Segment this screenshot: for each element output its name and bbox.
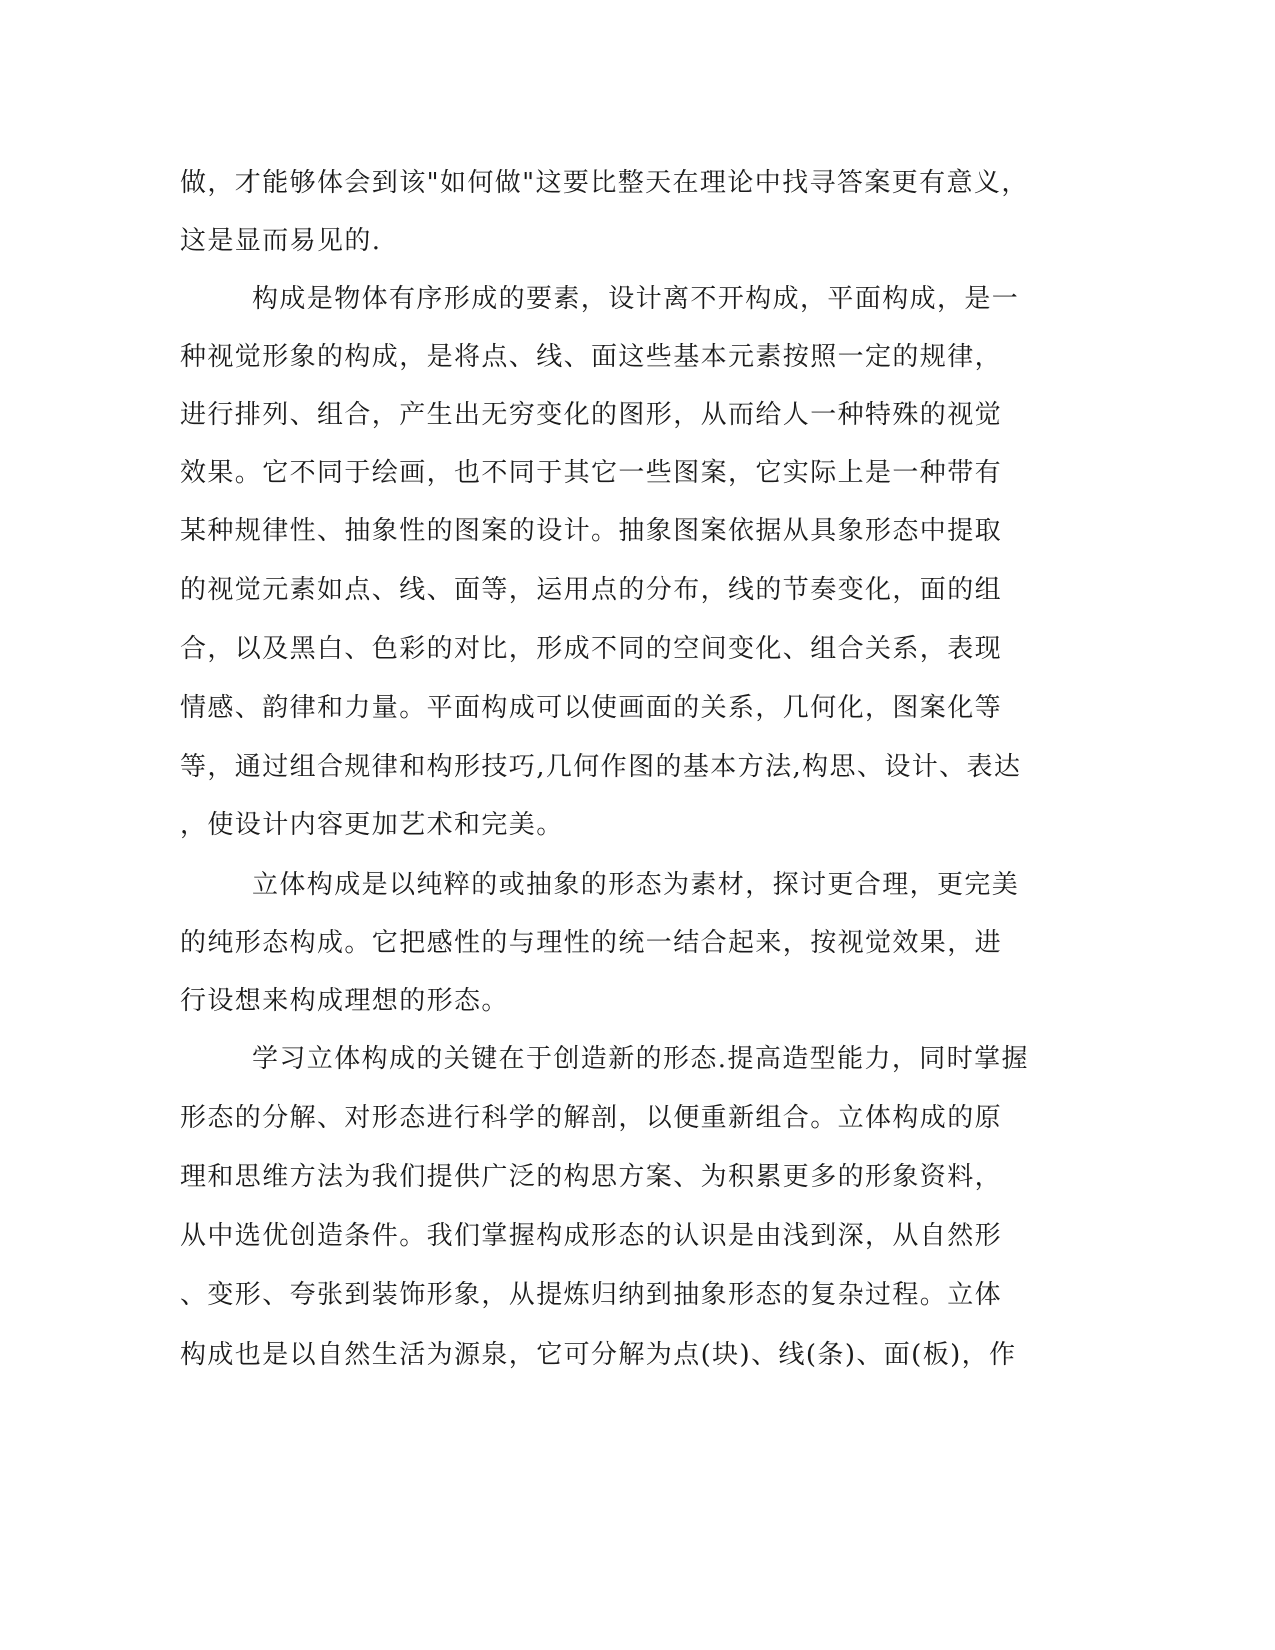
paragraph-first-line: 学习立体构成的关键在于创造新的形态.提高造型能力，同时掌握 — [252, 1044, 1029, 1074]
text-line: 从中选优创造条件。我们掌握构成形态的认识是由浅到深，从自然形 — [180, 1221, 1003, 1251]
text-line: 的视觉元素如点、线、面等，运用点的分布，线的节奏变化，面的组 — [180, 575, 1003, 605]
text-line: 、变形、夸张到装饰形象，从提炼归纳到抽象形态的复杂过程。立体 — [180, 1280, 1003, 1310]
text-line: 的纯形态构成。它把感性的与理性的统一结合起来，按视觉效果，进 — [180, 928, 1003, 958]
text-line: 合，以及黑白、色彩的对比，形成不同的空间变化、组合关系，表现 — [180, 634, 1003, 664]
text-line: 情感、韵律和力量。平面构成可以使画面的关系，几何化，图案化等 — [180, 693, 1003, 723]
text-line: 理和思维方法为我们提供广泛的构思方案、为积累更多的形象资料， — [180, 1162, 1003, 1192]
text-line: 做，才能够体会到该"如何做"这要比整天在理论中找寻答案更有意义， — [180, 168, 1029, 198]
text-line: 某种规律性、抽象性的图案的设计。抽象图案依据从具象形态中提取 — [180, 516, 1003, 546]
text-line: 种视觉形象的构成，是将点、线、面这些基本元素按照一定的规律， — [180, 342, 1003, 372]
text-line: 这是显而易见的. — [180, 226, 382, 256]
text-line: ，使设计内容更加艺术和完美。 — [180, 810, 564, 840]
text-line: 构成也是以自然生活为源泉，它可分解为点(块)、线(条)、面(板)，作 — [180, 1340, 1017, 1370]
text-line: 行设想来构成理想的形态。 — [180, 986, 509, 1016]
text-line: 等，通过组合规律和构形技巧,几何作图的基本方法,构思、设计、表达 — [180, 752, 1022, 782]
text-line: 进行排列、组合，产生出无穷变化的图形，从而给人一种特殊的视觉 — [180, 400, 1003, 430]
paragraph-first-line: 立体构成是以纯粹的或抽象的形态为素材，探讨更合理，更完美 — [252, 870, 1020, 900]
paragraph-first-line: 构成是物体有序形成的要素，设计离不开构成，平面构成，是一 — [252, 284, 1020, 314]
text-line: 效果。它不同于绘画，也不同于其它一些图案，它实际上是一种带有 — [180, 458, 1003, 488]
text-line: 形态的分解、对形态进行科学的解剖，以便重新组合。立体构成的原 — [180, 1103, 1003, 1133]
